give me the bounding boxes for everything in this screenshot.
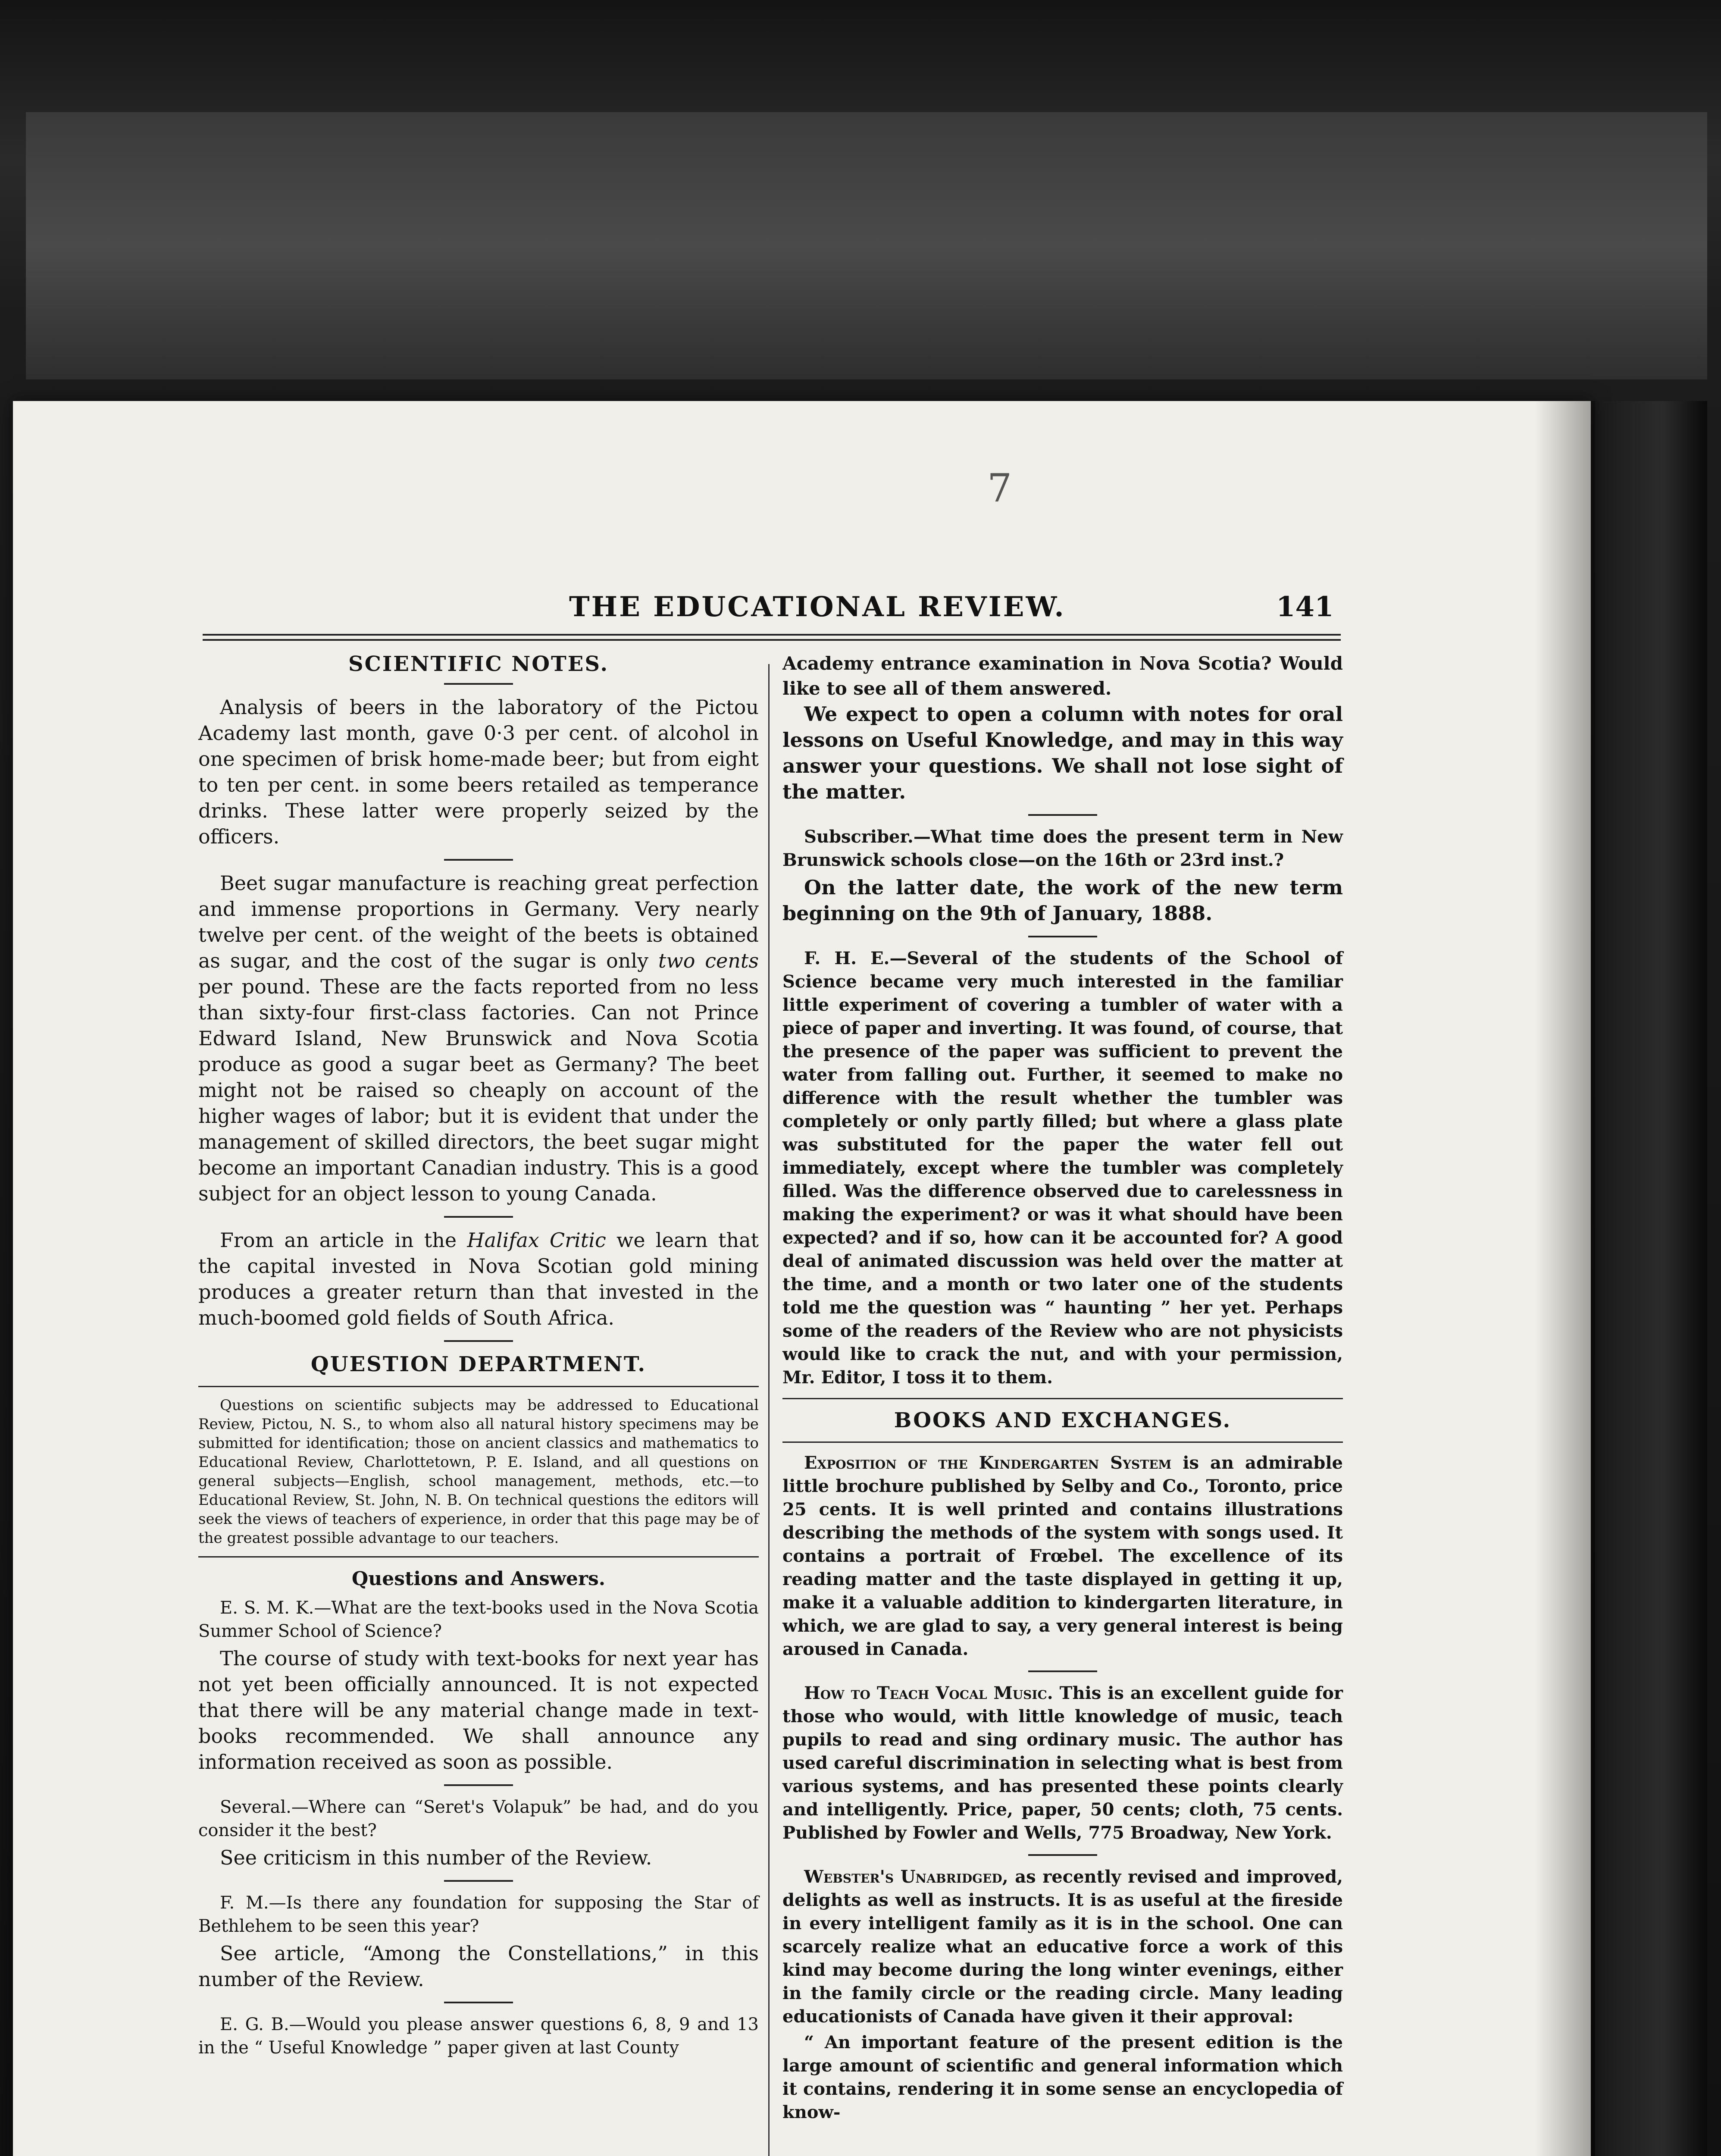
submission-notice: Questions on scientific subjects may be addressed to Educational Review, Pictou, N. S., to whom also all natural history specimens may be submitted for identification; those on ancient classics and mathematics to Educational Review, Charlottetown, P. E. Island, and all questions on general subjects—English, school management, methods, etc.—to Educational Review, St. John, N. B. On technical questions the editors will seek the views of teachers of experience, in order that this page may be of the greatest possible advantage to our teachers. bbox=[198, 1397, 759, 1547]
question-text: Several.—Where can “Seret's Volapuk” be had, and do you consider it the best? bbox=[198, 1797, 759, 1840]
question-text: F. M.—Is there any foundation for supposing the Star of Bethlehem to be seen this year? bbox=[198, 1893, 759, 1936]
question-text: E. S. M. K.—What are the text-books used in the Nova Scotia Summer School of Science? bbox=[198, 1598, 759, 1641]
answer-text: On the latter date, the work of the new term beginning on the 9th of January, 1888. bbox=[782, 876, 1343, 925]
running-head bbox=[203, 591, 1341, 625]
beet-sugar-paragraph: Beet sugar manufacture is reaching great perfection and immense proportions in Germany. Very nearly twelve per cent. of the weight of the beets is obtained as sugar, and the cost of the sugar is only two cents per pound. These are the facts reported from no less than sixty-four first-class factories. Can not Prince Edward Island, New Brunswick and Nova Scotia produce as good a sugar beet as Germany? The beet might not be raised so cheaply on account of the higher wages of labor; but it is evident that under the management of skilled directors, the beet sugar might become an important Canadian industry. This is a good subject for an object lesson to young Canada. bbox=[198, 871, 759, 1205]
scientific-notes-heading: SCIENTIFIC NOTES. bbox=[348, 652, 609, 676]
right-edge-shadow bbox=[1595, 401, 1707, 2156]
rule bbox=[198, 1386, 759, 1387]
quotation: “ An important feature of the present edition is the large amount of scientific and general information which it contains, rendering it in some sense an encyclopedia of know- bbox=[782, 2032, 1343, 2122]
rule bbox=[198, 1556, 759, 1557]
rule bbox=[444, 859, 513, 861]
publication-title: THE EDUCATIONAL REVIEW. bbox=[569, 591, 1066, 623]
rule bbox=[444, 1216, 513, 1218]
rule bbox=[1028, 814, 1097, 816]
continued-question: Academy entrance examination in Nova Scotia? Would like to see all of them answered. bbox=[782, 653, 1343, 699]
rule bbox=[782, 1442, 1343, 1443]
rule bbox=[782, 1398, 1343, 1399]
rule bbox=[444, 683, 513, 685]
answer-text: The course of study with text-books for next year has not yet been officially announced. It is not expected that there will be any material change made in text-books recommended. We shall announce any information received as soon as possible. bbox=[198, 1647, 759, 1774]
question-text: E. G. B.—Would you please answer questions 6, 8, 9 and 13 in the “ Useful Knowledge ” paper given at last County bbox=[198, 2015, 759, 2058]
question-department-heading: QUESTION DEPARTMENT. bbox=[310, 1352, 647, 1376]
question-text: Subscriber.—What time does the present term in New Brunswick schools close—on the 16th or 23rd inst.? bbox=[782, 827, 1343, 870]
rule bbox=[444, 2002, 513, 2003]
rule bbox=[444, 1340, 513, 1342]
top-film-band bbox=[26, 112, 1707, 379]
questions-answers-heading: Questions and Answers. bbox=[351, 1568, 606, 1590]
question-text: F. H. E.—Several of the students of the School of Science became very much interested in the familiar little experiment of covering a tumbler of water with a piece of paper and inverting. It was found, of course, that the presence of the paper was sufficient to prevent the water from falling out. Further, it seemed to make no difference with the result whether the tumbler was completely or only partly filled; but where a glass plate was substituted for the paper the water fell out immediately, except where the tumbler was completely filled. Was the difference observed due to carelessness in making the experiment? or was it what should have been expected? and if so, how can it be accounted for? A good deal of animated discussion was held over the matter at the time, and a month or two later one of the students told me the question was “ haunting ” her yet. Perhaps some of the readers of the Review who are not physicists would like to crack the nut, and with your permission, Mr. Editor, I toss it to them. bbox=[782, 948, 1343, 1388]
rule bbox=[444, 1880, 513, 1882]
answer-text: See article, “Among the Constellations,” in this number of the Review. bbox=[198, 1942, 759, 1991]
book-notice: Webster's Unabridged, as recently revised and improved, delights as well as instructs. It is as useful at the fireside in every intelligent family as it is in the school. One can scarcely realize what an educative force a work of this kind may become during the long winter evenings, either in the family circle or the reading circle. Many leading educationists of Canada have given it their approval: bbox=[782, 1867, 1343, 2027]
answer-text: See criticism in this number of the Review. bbox=[220, 1846, 652, 1869]
header-double-rule bbox=[203, 634, 1341, 641]
answer-text: We expect to open a column with notes for oral lessons on Useful Knowledge, and may in this way answer your questions. We shall not lose sight of the matter. bbox=[782, 702, 1343, 803]
rule bbox=[444, 1784, 513, 1786]
rule bbox=[1028, 1670, 1097, 1672]
book-notice: How to Teach Vocal Music. This is an excellent guide for those who would, with little knowledge of music, teach pupils to read and sing ordinary music. The author has used careful discrimination in selecting what is best from various systems, and has presented these points clearly and intelligently. Price, paper, 50 cents; cloth, 75 cents. Published by Fowler and Wells, 775 Broadway, New York. bbox=[782, 1683, 1343, 1843]
left-column bbox=[198, 651, 759, 2062]
beer-analysis-paragraph: Analysis of beers in the laboratory of the Pictou Academy last month, gave 0·3 per cent. of alcohol in one specimen of brisk home-made beer; but from eight to ten per cent. in some beers retailed as temperance drinks. These latter were properly seized by the officers. bbox=[198, 696, 759, 848]
right-column bbox=[782, 651, 1343, 2127]
gold-mining-paragraph: From an article in the Halifax Critic we learn that the capital invested in Nova Scotian gold mining produces a greater return than that invested in the much-boomed gold fields of South Africa. bbox=[198, 1228, 759, 1329]
page-fold-shade bbox=[1535, 401, 1595, 2156]
rule bbox=[1028, 1854, 1097, 1856]
handwritten-mark: 7 bbox=[987, 466, 1012, 511]
book-notice: Exposition of the Kindergarten System is an admirable little brochure published by Selby and Co., Toronto, price 25 cents. It is well printed and contains illustrations describing the methods of the system with songs used. It contains a portrait of Frœbel. The excellence of its reading matter and the taste displayed in getting it up, make it a valuable addition to kindergarten literature, in which, we are glad to say, a very general interest is being aroused in Canada. bbox=[782, 1453, 1343, 1659]
books-exchanges-heading: BOOKS AND EXCHANGES. bbox=[894, 1408, 1232, 1432]
rule bbox=[1028, 936, 1097, 937]
column-divider bbox=[768, 664, 770, 2156]
page-number: 141 bbox=[1276, 591, 1334, 623]
